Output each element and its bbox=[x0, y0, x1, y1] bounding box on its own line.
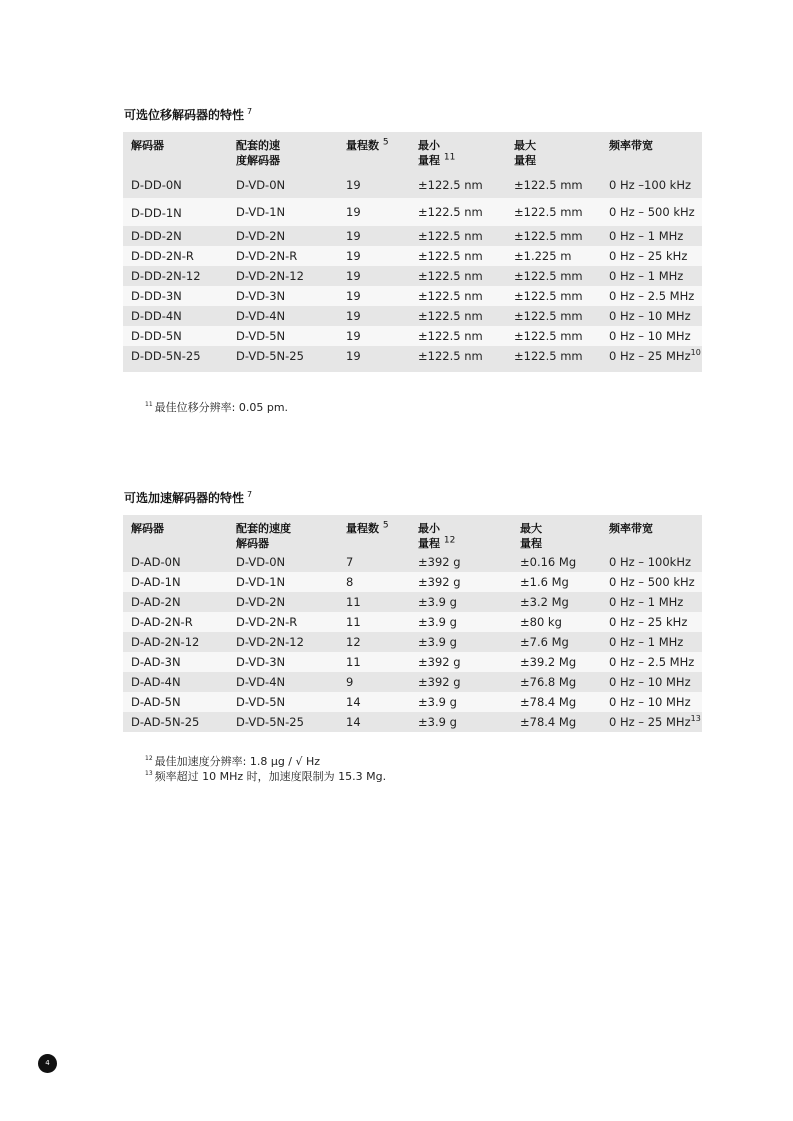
table-row: D-DD-2N-12 D-VD-2N-12 19 ±122.5 nm ±122.5 mm 0 Hz – 1 MHz bbox=[123, 266, 702, 286]
table-row: D-DD-2N D-VD-2N 19 ±122.5 nm ±122.5 mm 0 Hz – 1 MHz bbox=[123, 226, 702, 246]
footnote-11: $^{11}$ 最佳位移分辨率: 0.05 pm. bbox=[145, 401, 289, 414]
table-row: D-AD-0N D-VD-0N 7 ±392 g ±0.16 Mg 0 Hz – 100kHz bbox=[123, 552, 702, 572]
section2-title: 可选加速解码器的特性 $^7$ bbox=[124, 490, 253, 505]
col-header-ranges: 量程数 $^5$ bbox=[338, 132, 410, 172]
section1-title: 可选位移解码器的特性 $^7$ bbox=[124, 107, 253, 122]
table-row: D-DD-2N-R D-VD-2N-R 19 ±122.5 nm ±1.225 m 0 Hz – 25 kHz bbox=[123, 246, 702, 266]
table-row: D-DD-5N-25 D-VD-5N-25 19 ±122.5 nm ±122.5 mm 0 Hz – 25 MHz$^{10}$ bbox=[123, 346, 702, 372]
col-header-max-range: 最大 量程 bbox=[506, 132, 601, 172]
table-row: D-DD-1N D-VD-1N 19 ±122.5 nm ±122.5 mm 0 Hz – 500 kHz bbox=[123, 198, 702, 226]
col-header-velocity-decoder: 配套的速度 解码器 bbox=[228, 515, 338, 552]
table-row: D-AD-2N-12 D-VD-2N-12 12 ±3.9 g ±7.6 Mg 0 Hz – 1 MHz bbox=[123, 632, 702, 652]
table-row: D-AD-2N-R D-VD-2N-R 11 ±3.9 g ±80 kg 0 Hz – 25 kHz bbox=[123, 612, 702, 632]
col-header-ranges: 量程数 $^5$ bbox=[338, 515, 410, 552]
footnote-12: $^{12}$ 最佳加速度分辨率: 1.8 µg / √ Hz bbox=[145, 755, 321, 768]
table-row: D-DD-0N D-VD-0N 19 ±122.5 nm ±122.5 mm 0 Hz –100 kHz bbox=[123, 172, 702, 198]
col-header-min-range: 最小 量程 $^{12}$ bbox=[410, 515, 512, 552]
col-header-velocity-decoder: 配套的速 度解码器 bbox=[228, 132, 338, 172]
col-header-bandwidth: 频率带宽 bbox=[601, 515, 702, 552]
table-row: D-DD-4N D-VD-4N 19 ±122.5 nm ±122.5 mm 0 Hz – 10 MHz bbox=[123, 306, 702, 326]
acceleration-decoder-table bbox=[123, 515, 702, 732]
table-row: D-AD-4N D-VD-4N 9 ±392 g ±76.8 Mg 0 Hz – 10 MHz bbox=[123, 672, 702, 692]
col-header-decoder: 解码器 bbox=[123, 132, 228, 172]
table-row: D-AD-3N D-VD-3N 11 ±392 g ±39.2 Mg 0 Hz – 2.5 MHz bbox=[123, 652, 702, 672]
table-row: D-AD-2N D-VD-2N 11 ±3.9 g ±3.2 Mg 0 Hz – 1 MHz bbox=[123, 592, 702, 612]
footnote-13: $^{13}$ 频率超过 10 MHz 时，加速度限制为 15.3 Mg. bbox=[145, 770, 387, 783]
table-header-row bbox=[123, 515, 702, 552]
displacement-decoder-table bbox=[123, 132, 702, 372]
col-header-decoder: 解码器 bbox=[123, 515, 228, 552]
table-row: D-DD-5N D-VD-5N 19 ±122.5 nm ±122.5 mm 0 Hz – 10 MHz bbox=[123, 326, 702, 346]
table-row: D-AD-5N-25 D-VD-5N-25 14 ±3.9 g ±78.4 Mg 0 Hz – 25 MHz$^{13}$ bbox=[123, 712, 702, 732]
col-header-bandwidth: 频率带宽 bbox=[601, 132, 702, 172]
table-header-row bbox=[123, 132, 702, 172]
table-row: D-DD-3N D-VD-3N 19 ±122.5 nm ±122.5 mm 0 Hz – 2.5 MHz bbox=[123, 286, 702, 306]
table-row: D-AD-5N D-VD-5N 14 ±3.9 g ±78.4 Mg 0 Hz – 10 MHz bbox=[123, 692, 702, 712]
col-header-max-range: 最大 量程 bbox=[512, 515, 601, 552]
page-number: 4 bbox=[38, 1054, 57, 1073]
table-row: D-AD-1N D-VD-1N 8 ±392 g ±1.6 Mg 0 Hz – 500 kHz bbox=[123, 572, 702, 592]
col-header-min-range: 最小 量程 $^{11}$ bbox=[410, 132, 506, 172]
